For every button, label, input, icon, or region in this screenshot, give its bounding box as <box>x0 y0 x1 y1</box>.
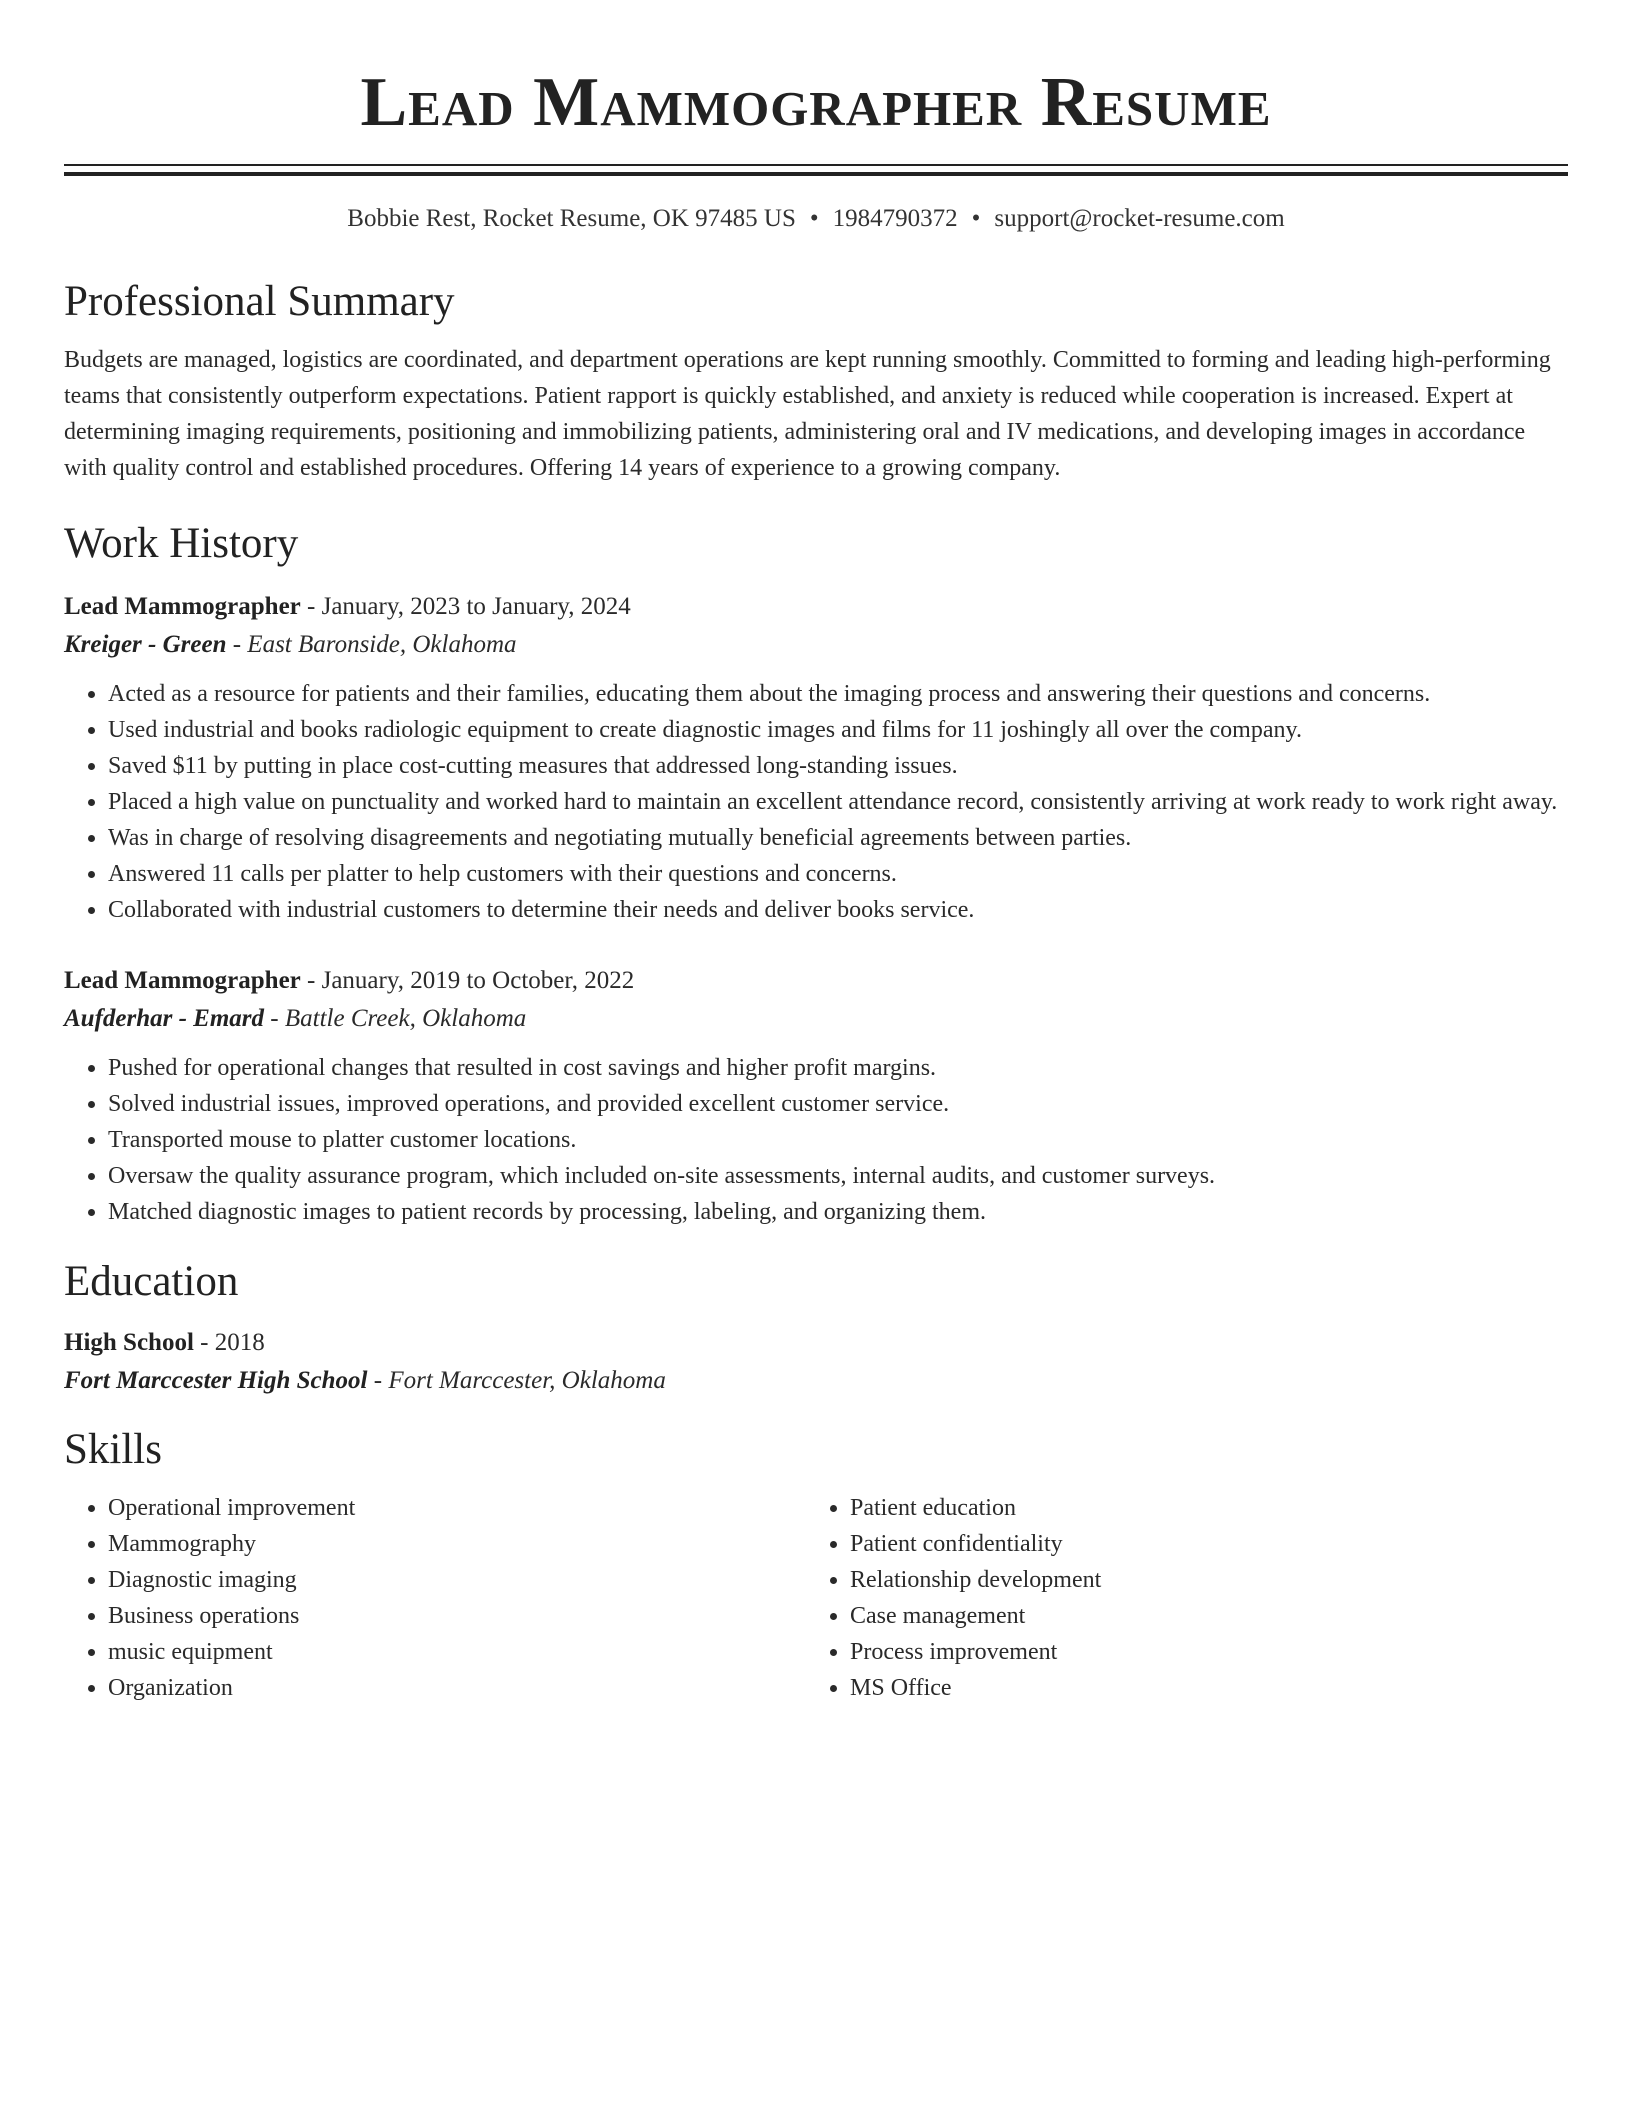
skill-item: • Process improvement <box>850 1634 1548 1670</box>
skills-column-left <box>64 1490 806 1706</box>
education-school-line <box>64 1362 1568 1400</box>
skill-item: • Diagnostic imaging <box>108 1562 806 1598</box>
job-company-line <box>64 626 1568 664</box>
education-entry <box>64 1324 1568 1400</box>
education-location: - Fort Marccester, Oklahoma <box>367 1367 666 1394</box>
job-title-line <box>64 962 1568 1000</box>
skills-heading: Skills <box>64 1426 162 1473</box>
skills-list <box>64 1490 1568 1706</box>
list-item: • Used industrial and books radiologic equipment to create diagnostic images and films for 11 joshingly all over the company. <box>108 712 1568 748</box>
job-location: - East Baronside, Oklahoma <box>226 631 517 658</box>
skill-item: • Business operations <box>108 1598 806 1634</box>
job-company: Aufderhar - Emard <box>64 1005 265 1032</box>
summary-text: Budgets are managed, logistics are coordinated, and department operations are kept running smoothly. Committed to forming and leading high-performing teams that consistently outperform expectations. Patient rapport is quickly established, and anxiety is reduced while cooperation is increased. Expert at determining imaging requirements, positioning and immobilizing patients, administering oral and IV medications, and developing images in accordance with quality control and established procedures. Offering 14 years of experience to a growing company. <box>64 347 1551 481</box>
contact-line <box>64 202 1568 236</box>
education-school: Fort Marccester High School <box>64 1367 368 1394</box>
page-title: Lead Mammographer Resume <box>360 64 1272 141</box>
list-item: • Placed a high value on punctuality and worked hard to maintain an excellent attendance record, consistently arriving at work ready to work right away. <box>108 784 1568 820</box>
contact-email: support@rocket-resume.com <box>994 205 1285 232</box>
job-dates: - January, 2019 to October, 2022 <box>300 967 635 994</box>
job-title: Lead Mammographer <box>64 593 301 620</box>
job-bullets <box>64 1050 1568 1230</box>
education-degree: High School <box>64 1329 194 1356</box>
list-item: • Was in charge of resolving disagreements and negotiating mutually beneficial agreements between parties. <box>108 820 1568 856</box>
work-history-heading: Work History <box>64 520 299 567</box>
job-entry <box>64 588 1568 928</box>
skill-item: • MS Office <box>850 1670 1548 1706</box>
skill-item: • Patient confidentiality <box>850 1526 1548 1562</box>
list-item: • Saved $11 by putting in place cost-cutting measures that addressed long-standing issues. <box>108 748 1568 784</box>
job-company: Kreiger - Green <box>64 631 227 658</box>
list-item: • Acted as a resource for patients and their families, educating them about the imaging process and answering their questions and concerns. <box>108 676 1568 712</box>
title-divider-thick <box>64 172 1568 176</box>
skill-item: • Patient education <box>850 1490 1548 1526</box>
summary-heading: Professional Summary <box>64 278 455 325</box>
list-item: • Collaborated with industrial customers to determine their needs and deliver books service. <box>108 892 1568 928</box>
list-item: • Transported mouse to platter customer locations. <box>108 1122 1568 1158</box>
list-item: • Answered 11 calls per platter to help customers with their questions and concerns. <box>108 856 1568 892</box>
skill-item: • Relationship development <box>850 1562 1548 1598</box>
job-dates: - January, 2023 to January, 2024 <box>300 593 631 620</box>
education-degree-line <box>64 1324 1568 1362</box>
list-item: • Solved industrial issues, improved operations, and provided excellent customer service. <box>108 1086 1568 1122</box>
job-entry <box>64 962 1568 1230</box>
education-heading: Education <box>64 1258 239 1305</box>
list-item: • Matched diagnostic images to patient records by processing, labeling, and organizing them. <box>108 1194 1568 1230</box>
list-item: • Oversaw the quality assurance program, which included on-site assessments, internal audits, and customer surveys. <box>108 1158 1568 1194</box>
skill-item: • music equipment <box>108 1634 806 1670</box>
job-title: Lead Mammographer <box>64 967 301 994</box>
contact-phone: 1984790372 <box>832 205 958 232</box>
contact-address: Bobbie Rest, Rocket Resume, OK 97485 US <box>347 205 796 232</box>
job-bullets <box>64 676 1568 928</box>
skill-item: • Mammography <box>108 1526 806 1562</box>
skills-column-right <box>806 1490 1548 1706</box>
job-location: - Battle Creek, Oklahoma <box>264 1005 527 1032</box>
list-item: • Pushed for operational changes that resulted in cost savings and higher profit margins. <box>108 1050 1568 1086</box>
contact-separator: • <box>809 205 819 232</box>
skill-item: • Case management <box>850 1598 1548 1634</box>
skill-item: • Operational improvement <box>108 1490 806 1526</box>
education-year: - 2018 <box>193 1329 265 1356</box>
title-divider-thin <box>64 164 1568 166</box>
skill-item: • Organization <box>108 1670 806 1706</box>
job-title-line <box>64 588 1568 626</box>
contact-separator: • <box>971 205 981 232</box>
job-company-line <box>64 1000 1568 1038</box>
